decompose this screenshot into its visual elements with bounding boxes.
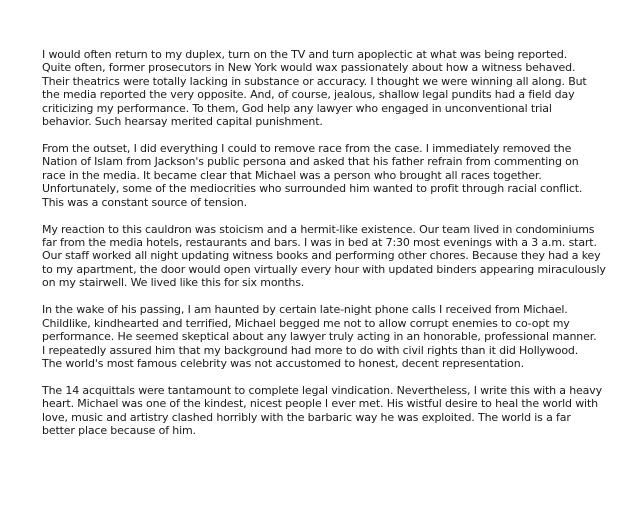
- text-line: In the wake of his passing, I am haunted by certain late-night phone calls I received from Michael.: [42, 303, 568, 317]
- paragraph-5: [42, 384, 632, 438]
- text-line: Unfortunately, some of the mediocrities who surrounded him wanted to profit through racial conflict.: [42, 182, 583, 196]
- text-line: I would often return to my duplex, turn on the TV and turn apoplectic at what was being reported.: [42, 48, 568, 61]
- text-line: criticizing my performance. To them, God help any lawyer who engaged in unconventional trial: [42, 101, 552, 115]
- text-line: Childlike, kindhearted and terrified, Michael begged me not to allow corrupt enemies to co-opt my: [42, 316, 570, 330]
- text-line: on my stairwell. We lived like this for six months.: [42, 276, 305, 290]
- paragraph-3: [42, 223, 632, 290]
- text-line: Quite often, former prosecutors in New York would wax passionately about how a witness behaved.: [42, 61, 576, 75]
- text-line: Their theatrics were totally lacking in substance or accuracy. I thought we were winning all along. But: [42, 74, 587, 88]
- text-line: From the outset, I did everything I could to remove race from the case. I immediately removed the: [42, 142, 572, 156]
- text-line: The world's most famous celebrity was not accustomed to honest, decent representation.: [42, 356, 524, 370]
- text-line: The 14 acquittals were tantamount to complete legal vindication. Nevertheless, I write this with a heavy: [42, 383, 602, 397]
- text-line: I repeatedly assured him that my background had more to do with civil rights than it did Hollywood.: [42, 343, 579, 357]
- text-line: the media reported the very opposite. And, of course, jealous, shallow legal pundits had a field day: [42, 88, 575, 102]
- text-line: behavior. Such hearsay merited capital punishment.: [42, 115, 323, 129]
- text-line: race in the media. It became clear that Michael was a person who brought all races together.: [42, 168, 542, 182]
- text-line: Nation of Islam from Jackson's public persona and asked that his father refrain from commenting on: [42, 155, 579, 169]
- text-line: This was a constant source of tension.: [42, 195, 247, 209]
- text-line: love, music and artistry clashed horribly with the barbaric way he was exploited. The world is a far: [42, 410, 571, 424]
- paragraph-2: [42, 142, 632, 209]
- text-line: better place because of him.: [42, 424, 196, 438]
- paragraph-1: [42, 48, 632, 128]
- document-body: [42, 48, 632, 451]
- text-line: heart. Michael was one of the kindest, nicest people I ever met. His wistful desire to heal the world with: [42, 397, 598, 411]
- text-line: far from the media hotels, restaurants and bars. I was in bed at 7:30 most evenings with a 3 a.m. start.: [42, 236, 597, 250]
- text-line: Our staff worked all night updating witness books and performing other chores. Because they had a key: [42, 249, 601, 263]
- text-line: performance. He seemed skeptical about any lawyer truly acting in an honorable, professional manner.: [42, 330, 597, 344]
- text-line: to my apartment, the door would open virtually every hour with updated binders appearing miraculously: [42, 262, 606, 276]
- paragraph-4: [42, 303, 632, 370]
- text-line: My reaction to this cauldron was stoicism and a hermit-like existence. Our team lived in condominiums: [42, 222, 595, 236]
